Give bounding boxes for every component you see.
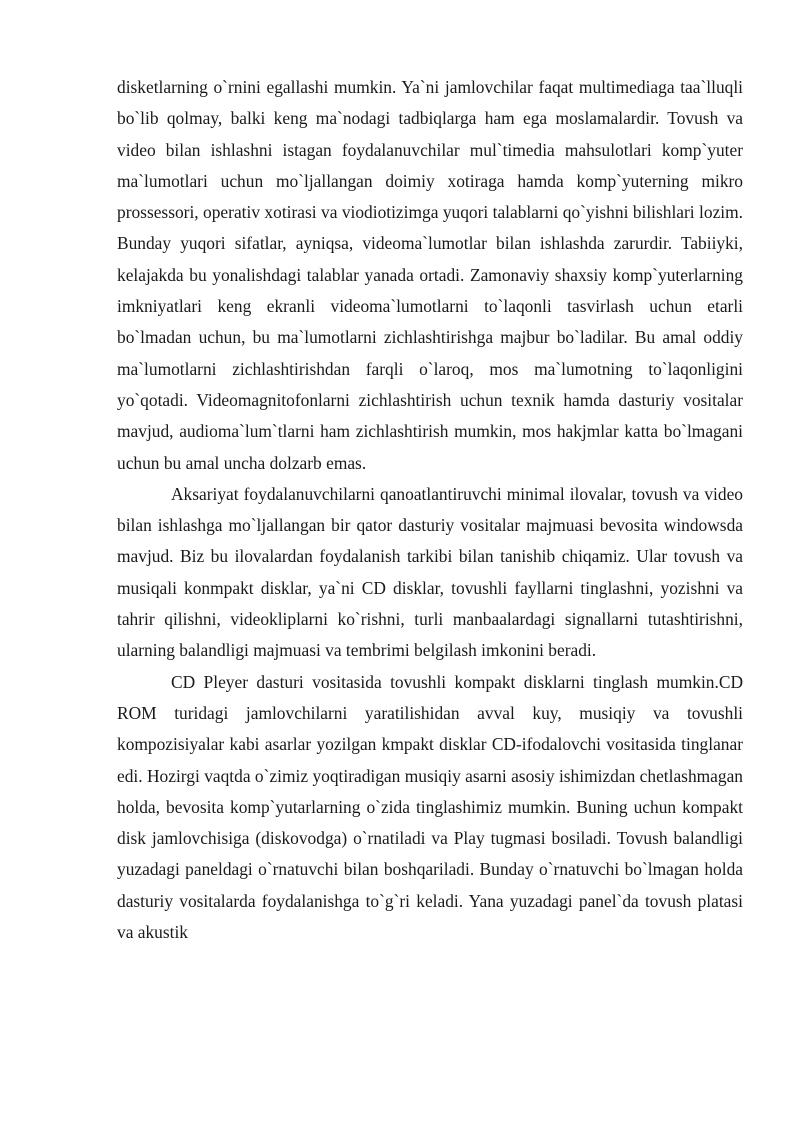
paragraph-3: CD Pleyer dasturi vositasida tovushli kompakt disklarni tinglash mumkin.CD ROM turidagi jamlovchilarni yaratilishidan avval kuy, musiqiy va tovushli kompozisiyalar kabi asarlar yozilgan kmpakt disklar CD-ifodalovchi vositasida tinglanar edi. Hozirgi vaqtda o`zimiz yoqtiradigan musiqiy asarni asosiy ishimizdan chetlashmagan holda, bevosita komp`yutarlarning o`zida tinglashimiz mumkin. Buning uchun kompakt disk jamlovchisiga (diskovodga) o`rnatiladi va Play tugmasi bosiladi. Tovush balandligi yuzadagi paneldagi o`rnatuvchi bilan boshqariladi. Bunday o`rnatuvchi bo`lmagan holda dasturiy vositalarda foydalanishga to`g`ri keladi. Yana yuzadagi panel`da tovush platasi va akustik bbox=[117, 671, 743, 943]
document-page bbox=[117, 72, 743, 948]
paragraph-2: Aksariyat foydalanuvchilarni qanoatlantiruvchi minimal ilovalar, tovush va video bilan ishlashga mo`ljallangan bir qator dasturiy vositalar majmuasi bevosita windowsda mavjud. Biz bu ilovalardan foydalanish tarkibi bilan tanishib chiqamiz. Ular tovush va musiqali konmpakt disklar, ya`ni CD disklar, tovushli fayllarni tinglashni, yozishni va tahrir qilishni, videokliplarni ko`rishni, turli manbaalardagi signallarni tutashtirishni, ularning balandligi majmuasi va tembrimi belgilash imkonini beradi. bbox=[117, 483, 743, 661]
paragraph-1: disketlarning o`rnini egallashi mumkin. Ya`ni jamlovchilar faqat multimediaga taa`lluqli bo`lib qolmay, balki keng ma`nodagi tadbiqlarga ham ega moslamalardir. Tovush va video bilan ishlashni istagan foydalanuvchilar mul`timedia mahsulotlari komp`yuter ma`lumotlari uchun mo`ljallangan doimiy xotiraga hamda komp`yuterning mikro prossessori, operativ xotirasi va viodiotizimga yuqori talablarni qo`yishni bilishlari lozim. Bunday yuqori sifatlar, ayniqsa, videoma`lumotlar bilan ishlashda zarurdir. Tabiiyki, kelajakda bu yonalishdagi talablar yanada ortadi. Zamonaviy shaxsiy komp`yuterlarning imkniyatlari keng ekranli videoma`lumotlarni to`laqonli tasvirlash uchun etarli bo`lmadan uchun, bu ma`lumotlarni zichlashtirishga majbur bo`ladilar. Bu amal oddiy ma`lumotlarni zichlashtirishdan farqli o`laroq, mos ma`lumotning to`laqonligini yo`qotadi. Videomagnitofonlarni zichlashtirish uchun texnik hamda dasturiy vositalar mavjud, audioma`lum`tlarni ham zichlashtirish mumkin, mos hakjmlar katta bo`lmagani uchun bu amal uncha dolzarb emas. bbox=[117, 77, 743, 473]
